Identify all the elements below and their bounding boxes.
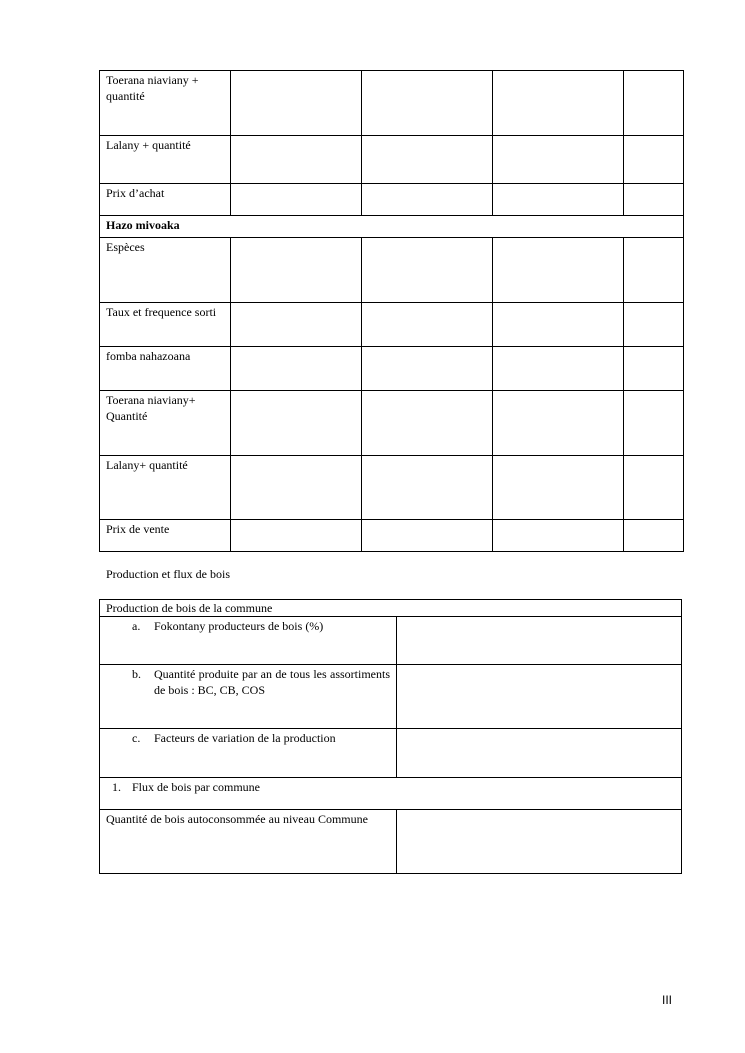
table-row: [100, 184, 684, 216]
table-header-row: [100, 600, 682, 617]
list-item: [100, 617, 397, 665]
empty-cell: [362, 184, 493, 216]
autoconso-label: Quantité de bois autoconsommée au niveau Commune: [100, 810, 397, 874]
empty-cell: [397, 729, 682, 778]
empty-cell: [624, 184, 684, 216]
empty-cell: [231, 184, 362, 216]
flux-label: Flux de bois par commune: [132, 780, 260, 794]
empty-cell: [231, 347, 362, 391]
item-text: Fokontany producteurs de bois (%): [154, 619, 324, 633]
empty-cell: [397, 665, 682, 729]
row-label: Toerana niaviany + quantité: [100, 71, 231, 136]
empty-cell: [362, 456, 493, 520]
empty-cell: [231, 391, 362, 456]
empty-cell: [493, 303, 624, 347]
page-number: III: [662, 993, 673, 1007]
list-marker: 1.: [112, 780, 121, 794]
empty-cell: [397, 617, 682, 665]
row-label: Espèces: [100, 238, 231, 303]
table-row: [100, 665, 682, 729]
empty-cell: [624, 456, 684, 520]
empty-cell: [362, 520, 493, 552]
empty-cell: [231, 456, 362, 520]
empty-cell: [362, 238, 493, 303]
row-label: Lalany+ quantité: [100, 456, 231, 520]
empty-cell: [362, 347, 493, 391]
table-row: [100, 238, 684, 303]
list-item: [100, 665, 397, 729]
empty-cell: [624, 391, 684, 456]
section-title: Production et flux de bois: [106, 567, 230, 581]
table-section-header: [100, 216, 684, 238]
item-text: Facteurs de variation de la production: [154, 731, 336, 745]
table-row: [100, 729, 682, 778]
empty-cell: [362, 71, 493, 136]
empty-cell: [493, 136, 624, 184]
table-row: [100, 456, 684, 520]
empty-cell: [624, 71, 684, 136]
empty-cell: [493, 520, 624, 552]
table-row: [100, 303, 684, 347]
table-row: [100, 71, 684, 136]
table-row: [100, 810, 682, 874]
table-row: [100, 778, 682, 810]
list-marker: b.: [132, 667, 141, 681]
empty-cell: [397, 810, 682, 874]
row-label: Prix de vente: [100, 520, 231, 552]
empty-cell: [362, 136, 493, 184]
empty-cell: [493, 391, 624, 456]
list-item: [100, 729, 397, 778]
empty-cell: [624, 303, 684, 347]
section-header-cell: Hazo mivoaka: [100, 216, 684, 238]
empty-cell: [362, 391, 493, 456]
table-row: [100, 520, 684, 552]
flux-row: [100, 778, 682, 810]
list-marker: a.: [132, 619, 141, 633]
empty-cell: [362, 303, 493, 347]
row-label: Toerana niaviany+ Quantité: [100, 391, 231, 456]
empty-cell: [231, 520, 362, 552]
empty-cell: [624, 238, 684, 303]
list-marker: c.: [132, 731, 141, 745]
item-text: Quantité produite par an de tous les assortiments de bois : BC, CB, COS: [154, 667, 390, 697]
empty-cell: [624, 520, 684, 552]
production-header: Production de bois de la commune: [100, 600, 682, 617]
empty-cell: [493, 347, 624, 391]
empty-cell: [493, 238, 624, 303]
empty-cell: [624, 136, 684, 184]
production-table: [99, 599, 682, 874]
empty-cell: [231, 238, 362, 303]
table-row: [100, 347, 684, 391]
empty-cell: [624, 347, 684, 391]
table-row: [100, 617, 682, 665]
empty-cell: [493, 71, 624, 136]
table-row: [100, 391, 684, 456]
empty-cell: [493, 184, 624, 216]
row-label: Prix d’achat: [100, 184, 231, 216]
row-label: fomba nahazoana: [100, 347, 231, 391]
empty-cell: [231, 303, 362, 347]
empty-cell: [231, 136, 362, 184]
empty-cell: [493, 456, 624, 520]
empty-cell: [231, 71, 362, 136]
row-label: Taux et frequence sorti: [100, 303, 231, 347]
survey-table: [99, 70, 684, 552]
table-row: [100, 136, 684, 184]
row-label: Lalany + quantité: [100, 136, 231, 184]
